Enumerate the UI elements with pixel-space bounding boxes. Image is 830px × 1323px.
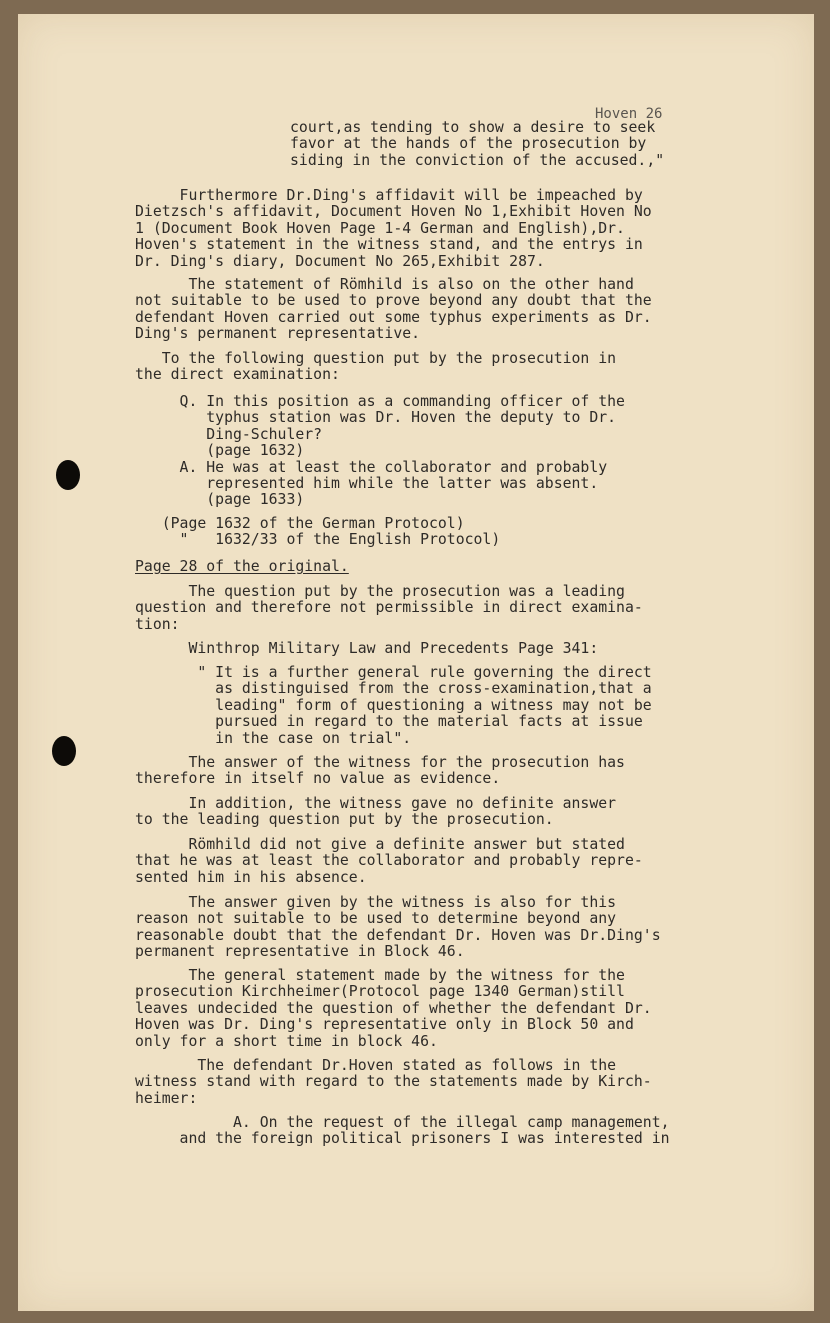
quoted-rule: " It is a further general rule governing the direct as distinguised from the cross-examination,that a leading" form of questioning a witness may not be pursued in regard to the material facts at issue in the case on trial". bbox=[197, 664, 652, 747]
document-page bbox=[18, 14, 814, 1311]
testimony-answer: A. On the request of the illegal camp management, and the foreign political prisoners I was interested in bbox=[179, 1114, 670, 1148]
punch-hole-top bbox=[56, 460, 80, 490]
paragraph-no-definite-answer: In addition, the witness gave no definite answer to the leading question put by the prosecution. bbox=[135, 795, 617, 829]
citation-winthrop: Winthrop Military Law and Precedents Page 341: bbox=[135, 640, 599, 657]
protocol-reference: (Page 1632 of the German Protocol) " 1632/33 of the English Protocol) bbox=[161, 515, 501, 549]
original-page-heading: Page 28 of the original. bbox=[135, 558, 349, 575]
paragraph-not-suitable: The answer given by the witness is also for this reason not suitable to be used to determine beyond any reasonable doubt that the defendant Dr. Hoven was Dr.Ding's permanent representative in Block 46. bbox=[135, 894, 661, 961]
paragraph-romhild-statement: The statement of Römhild is also on the other hand not suitable to be used to prove beyond any doubt that the defendant Hoven carried out some typhus experiments as Dr. Ding's permanent representative. bbox=[135, 276, 652, 343]
page-number-label: Hoven 26 bbox=[595, 106, 663, 122]
punch-hole-bottom bbox=[52, 736, 76, 766]
paragraph-question-intro: To the following question put by the prosecution in the direct examination: bbox=[135, 350, 617, 384]
paragraph-quote-end: court,as tending to show a desire to seek favor at the hands of the prosecution by siding in the conviction of the accused.," bbox=[290, 119, 665, 169]
paragraph-romhild-answer: Römhild did not give a definite answer but stated that he was at least the collaborator and probably repre- sented him in his absence. bbox=[135, 836, 643, 886]
paragraph-hoven-stated: The defendant Dr.Hoven stated as follows in the witness stand with regard to the statements made by Kirch- heimer: bbox=[135, 1057, 652, 1107]
paragraph-ding-affidavit: Furthermore Dr.Ding's affidavit will be impeached by Dietzsch's affidavit, Document Hoven No 1,Exhibit Hoven No 1 (Document Book Hoven Page 1-4 German and English),Dr. Hoven's statement in the witness stand, and the entrys in Dr. Ding's diary, Document No 265,Exhibit 287. bbox=[135, 187, 652, 270]
paragraph-leading-question: The question put by the prosecution was a leading question and therefore not permissible in direct examina- tion: bbox=[135, 583, 643, 633]
testimony-qa: Q. In this position as a commanding officer of the typhus station was Dr. Hoven the deputy to Dr. Ding-Schuler? (page 1632) A. He was at least the collaborator and probably represented him while the latter was absent. (page 1633) bbox=[179, 393, 625, 509]
paragraph-no-value: The answer of the witness for the prosecution has therefore in itself no value as evidence. bbox=[135, 754, 625, 788]
paragraph-kirchheimer: The general statement made by the witness for the prosecution Kirchheimer(Protocol page 1340 German)still leaves undecided the question of whether the defendant Dr. Hoven was Dr. Ding's representative only in Block 50 and only for a short time in block 46. bbox=[135, 967, 652, 1050]
